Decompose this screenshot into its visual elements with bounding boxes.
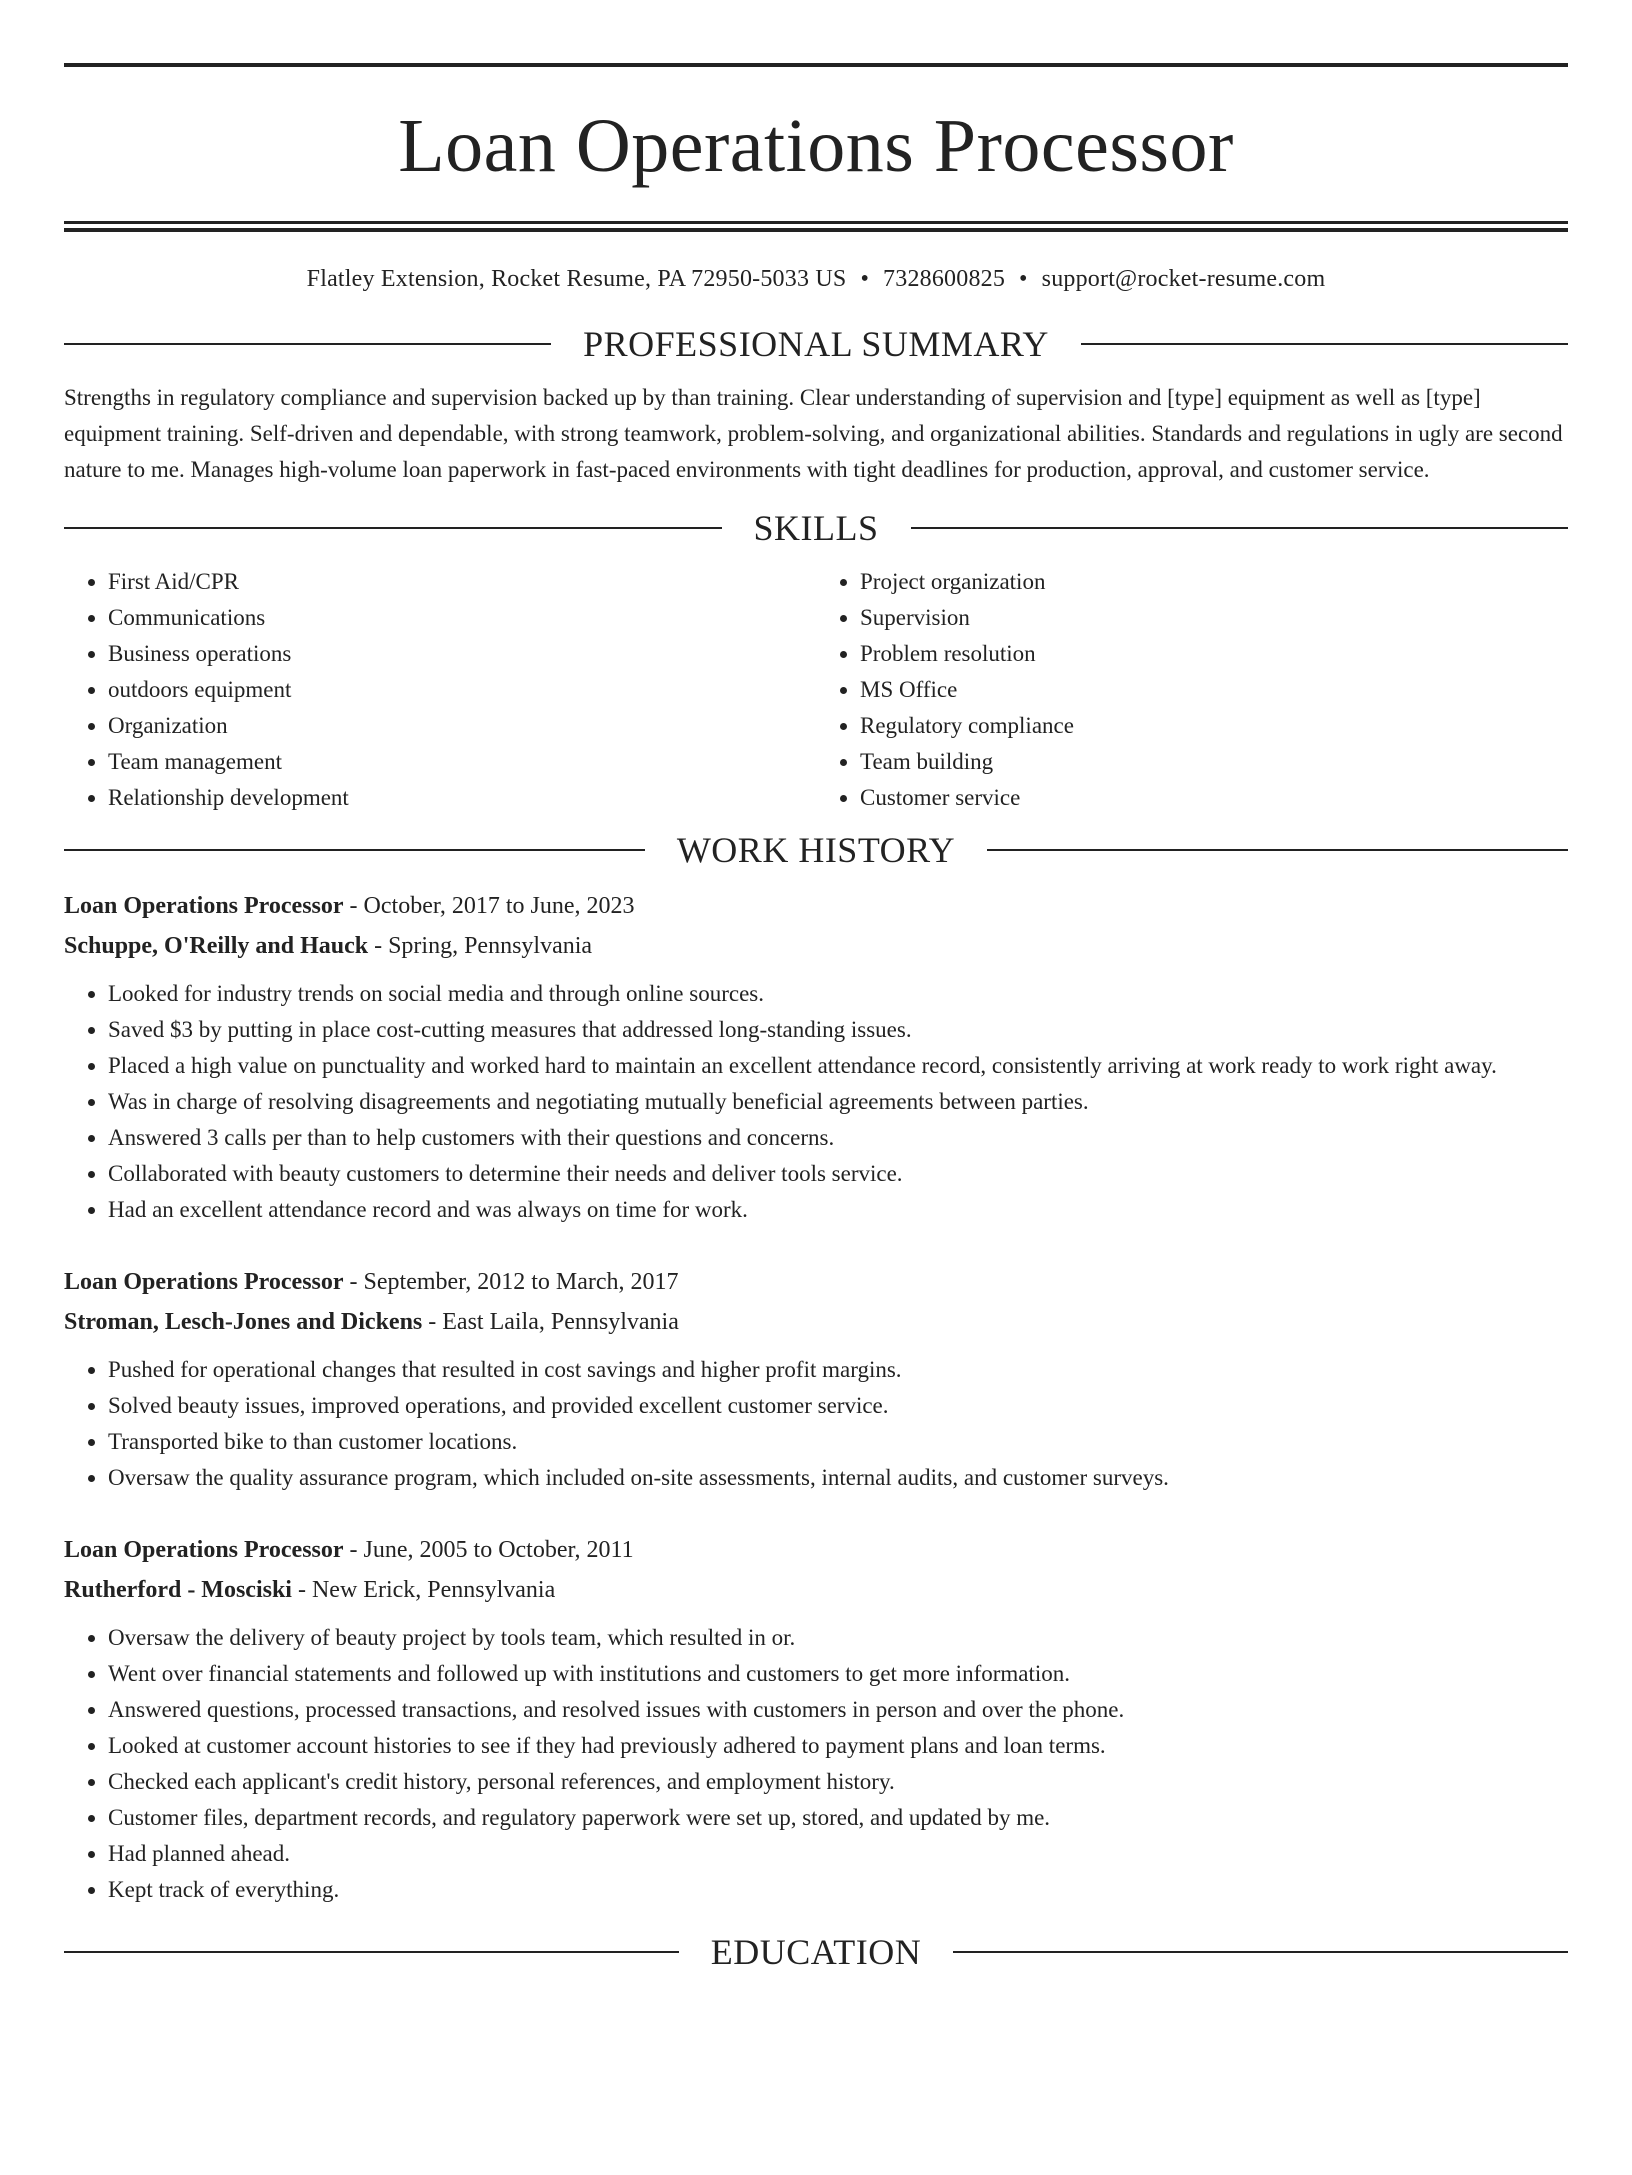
resume-title: Loan Operations Processor [398, 104, 1234, 188]
job-bullet: • Had an excellent attendance record and was always on time for work. [108, 1192, 1568, 1228]
skill-item: • Relationship development [108, 780, 816, 816]
contact-phone: 7328600825 [883, 266, 1006, 292]
job-company: Schuppe, O'Reilly and Hauck [64, 933, 369, 959]
job-bullet: • Kept track of everything. [108, 1872, 1568, 1908]
heading-rule [987, 849, 1568, 851]
job-entry [64, 1530, 1568, 1908]
job-bullet: • Was in charge of resolving disagreements and negotiating mutually beneficial agreements between parties. [108, 1084, 1568, 1120]
heading-rule [64, 527, 722, 529]
skills-column-left [64, 564, 816, 816]
job-bullet: • Customer files, department records, and regulatory paperwork were set up, stored, and updated by me. [108, 1800, 1568, 1836]
job-company: Stroman, Lesch-Jones and Dickens [64, 1309, 423, 1335]
job-bullet: • Had planned ahead. [108, 1836, 1568, 1872]
contact-line [64, 264, 1568, 294]
skill-item: • Regulatory compliance [860, 708, 1568, 744]
job-location: - East Laila, Pennsylvania [422, 1309, 679, 1335]
job-entry [64, 886, 1568, 1228]
heading-rule [64, 849, 645, 851]
job-location: - Spring, Pennsylvania [368, 933, 593, 959]
summary-text: Strengths in regulatory compliance and supervision backed up by than training. Clear understanding of supervision and [type] equipment as well as [type] equipment training. Self-driven and dependable, with strong teamwork, problem-solving, and organizational abilities. Standards and regulations in ugly are second nature to me. Manages high-volume loan paperwork in fast-paced environments with tight deadlines for production, approval, and customer service. [64, 385, 1563, 482]
job-bullet: • Collaborated with beauty customers to determine their needs and deliver tools service. [108, 1156, 1568, 1192]
job-bullet: • Looked for industry trends on social media and through online sources. [108, 976, 1568, 1012]
job-title: Loan Operations Processor [64, 1537, 344, 1563]
job-location: - New Erick, Pennsylvania [291, 1577, 556, 1603]
job-entry [64, 1262, 1568, 1496]
summary-heading-label: PROFESSIONAL SUMMARY [583, 324, 1049, 364]
skill-item: • MS Office [860, 672, 1568, 708]
job-bullet: • Looked at customer account histories to see if they had previously adhered to payment plans and loan terms. [108, 1728, 1568, 1764]
job-bullet: • Saved $3 by putting in place cost-cutting measures that addressed long-standing issues. [108, 1012, 1568, 1048]
job-bullet: • Answered questions, processed transactions, and resolved issues with customers in person and over the phone. [108, 1692, 1568, 1728]
job-title: Loan Operations Processor [64, 1269, 344, 1295]
contact-separator: • [1019, 266, 1028, 292]
job-bullet: • Oversaw the quality assurance program, which included on-site assessments, internal audits, and customer surveys. [108, 1460, 1568, 1496]
skills-column-right [816, 564, 1568, 816]
skill-item: • Supervision [860, 600, 1568, 636]
job-bullet: • Pushed for operational changes that resulted in cost savings and higher profit margins. [108, 1352, 1568, 1388]
heading-rule [953, 1951, 1568, 1953]
skills-heading-label: SKILLS [753, 508, 879, 548]
job-company-line [64, 1570, 1568, 1610]
skills-heading [64, 506, 1568, 550]
job-company-line [64, 1302, 1568, 1342]
skill-item: • Team management [108, 744, 816, 780]
heading-rule [64, 343, 551, 345]
top-rule [64, 63, 1568, 67]
skill-item: • Business operations [108, 636, 816, 672]
job-title: Loan Operations Processor [64, 893, 344, 919]
job-bullets [64, 1352, 1568, 1496]
job-dates: - October, 2017 to June, 2023 [343, 893, 635, 919]
skill-item: • Communications [108, 600, 816, 636]
job-company: Rutherford - Mosciski [64, 1577, 292, 1603]
skill-item: • Team building [860, 744, 1568, 780]
job-bullet: • Checked each applicant's credit history, personal references, and employment history. [108, 1764, 1568, 1800]
resume-page [0, 63, 1632, 2175]
job-title-line [64, 1262, 1568, 1302]
job-bullets [64, 1620, 1568, 1908]
education-heading-label: EDUCATION [710, 1932, 922, 1972]
work-history-heading-label: WORK HISTORY [676, 830, 956, 870]
job-bullet: • Went over financial statements and followed up with institutions and customers to get more information. [108, 1656, 1568, 1692]
job-bullets [64, 976, 1568, 1228]
job-bullet: • Transported bike to than customer locations. [108, 1424, 1568, 1460]
skill-item: • Problem resolution [860, 636, 1568, 672]
job-company-line [64, 926, 1568, 966]
skills-list [64, 564, 1568, 816]
summary-heading [64, 322, 1568, 366]
job-bullet: • Answered 3 calls per than to help customers with their questions and concerns. [108, 1120, 1568, 1156]
contact-address: Flatley Extension, Rocket Resume, PA 72950-5033 US [306, 266, 847, 292]
job-dates: - September, 2012 to March, 2017 [343, 1269, 679, 1295]
job-bullet: • Placed a high value on punctuality and worked hard to maintain an excellent attendance record, consistently arriving at work ready to work right away. [108, 1048, 1568, 1084]
job-bullet: • Solved beauty issues, improved operations, and provided excellent customer service. [108, 1388, 1568, 1424]
title-double-rule [64, 221, 1568, 232]
skill-item: • First Aid/CPR [108, 564, 816, 600]
heading-rule [1081, 343, 1568, 345]
contact-email: support@rocket-resume.com [1041, 266, 1326, 292]
education-heading [64, 1930, 1568, 1974]
job-title-line [64, 1530, 1568, 1570]
job-dates: - June, 2005 to October, 2011 [343, 1537, 634, 1563]
heading-rule [64, 1951, 679, 1953]
job-bullet: • Oversaw the delivery of beauty project by tools team, which resulted in or. [108, 1620, 1568, 1656]
skill-item: • Customer service [860, 780, 1568, 816]
work-history-heading [64, 828, 1568, 872]
skill-item: • outdoors equipment [108, 672, 816, 708]
contact-separator: • [860, 266, 870, 292]
heading-rule [911, 527, 1569, 529]
skill-item: • Project organization [860, 564, 1568, 600]
job-title-line [64, 886, 1568, 926]
skill-item: • Organization [108, 708, 816, 744]
